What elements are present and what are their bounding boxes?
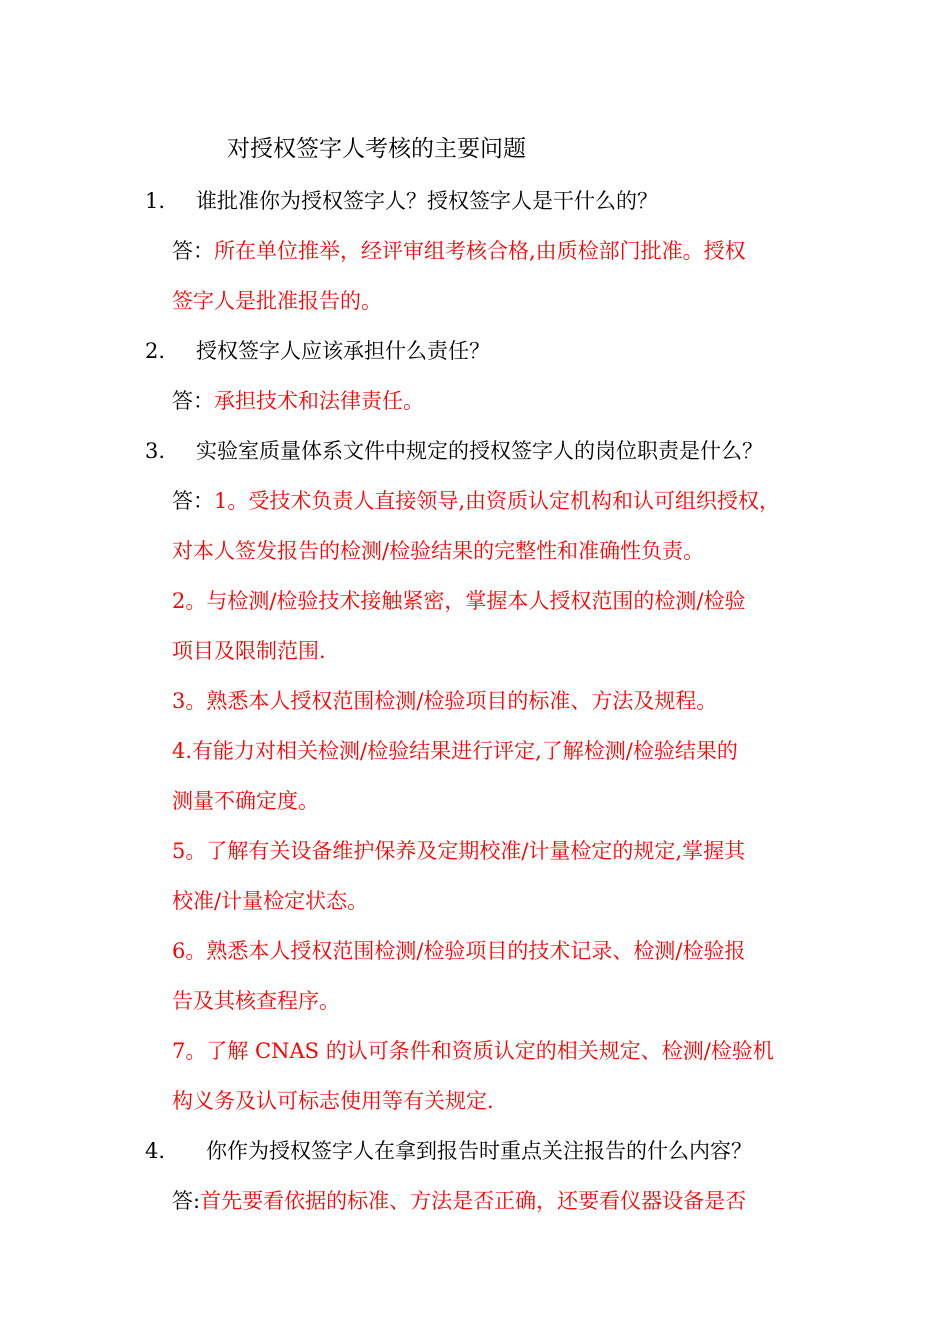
answer-prefix: 答： xyxy=(172,239,214,263)
answer-prefix: 答： xyxy=(172,489,214,513)
answer-3-line-7: 测量不确定度。 xyxy=(172,789,319,813)
answer-3-line-6: 4.有能力对相关检测/检验结果进行评定,了解检测/检验结果的 xyxy=(172,739,738,763)
question-3: 实验室质量体系文件中规定的授权签字人的岗位职责是什么？ xyxy=(196,439,763,463)
question-number-3: 3. xyxy=(145,439,166,463)
question-number-1: 1. xyxy=(145,189,166,213)
answer-2-line-1 xyxy=(172,386,424,416)
answer-text: 所在单位推举，经评审组考核合格,由质检部门批准。授权 xyxy=(214,239,746,263)
question-number-4: 4. xyxy=(145,1139,166,1163)
answer-3-line-5: 3。熟悉本人授权范围检测/检验项目的标准、方法及规程。 xyxy=(172,689,718,713)
answer-prefix: 答： xyxy=(172,389,214,413)
page-title: 对授权签字人考核的主要问题 xyxy=(227,136,526,162)
answer-3-line-1 xyxy=(172,486,780,516)
question-2: 授权签字人应该承担什么责任？ xyxy=(196,339,490,363)
answer-1-line-1 xyxy=(172,236,746,266)
answer-text: 首先要看依据的标准、方法是否正确，还要看仪器设备是否 xyxy=(200,1189,747,1213)
answer-1-line-2: 签字人是批准报告的。 xyxy=(172,289,382,313)
answer-3-line-8: 5。了解有关设备维护保养及定期校准/计量检定的规定,掌握其 xyxy=(172,839,746,863)
answer-3-line-13: 构义务及认可标志使用等有关规定. xyxy=(172,1089,494,1113)
question-number-2: 2. xyxy=(145,339,166,363)
answer-3-line-2: 对本人签发报告的检测/检验结果的完整性和准确性负责。 xyxy=(172,539,705,563)
answer-3-line-12: 7。了解 CNAS 的认可条件和资质认定的相关规定、检测/检验机 xyxy=(172,1039,774,1063)
question-1: 谁批准你为授权签字人？授权签字人是干什么的？ xyxy=(196,189,658,213)
answer-text: 1。受技术负责人直接领导,由资质认定机构和认可组织授权， xyxy=(214,489,781,513)
answer-3-line-4: 项目及限制范围. xyxy=(172,639,326,663)
question-4: 你作为授权签字人在拿到报告时重点关注报告的什么内容？ xyxy=(206,1139,752,1163)
answer-text: 承担技术和法律责任。 xyxy=(214,389,424,413)
answer-3-line-3: 2。与检测/检验技术接触紧密，掌握本人授权范围的检测/检验 xyxy=(172,589,746,613)
answer-prefix: 答: xyxy=(172,1189,201,1213)
answer-3-line-10: 6。熟悉本人授权范围检测/检验项目的技术记录、检测/检验报 xyxy=(172,939,746,963)
answer-3-line-9: 校准/计量检定状态。 xyxy=(172,889,369,913)
answer-4-line-1 xyxy=(172,1186,746,1216)
answer-3-line-11: 告及其核查程序。 xyxy=(172,989,340,1013)
